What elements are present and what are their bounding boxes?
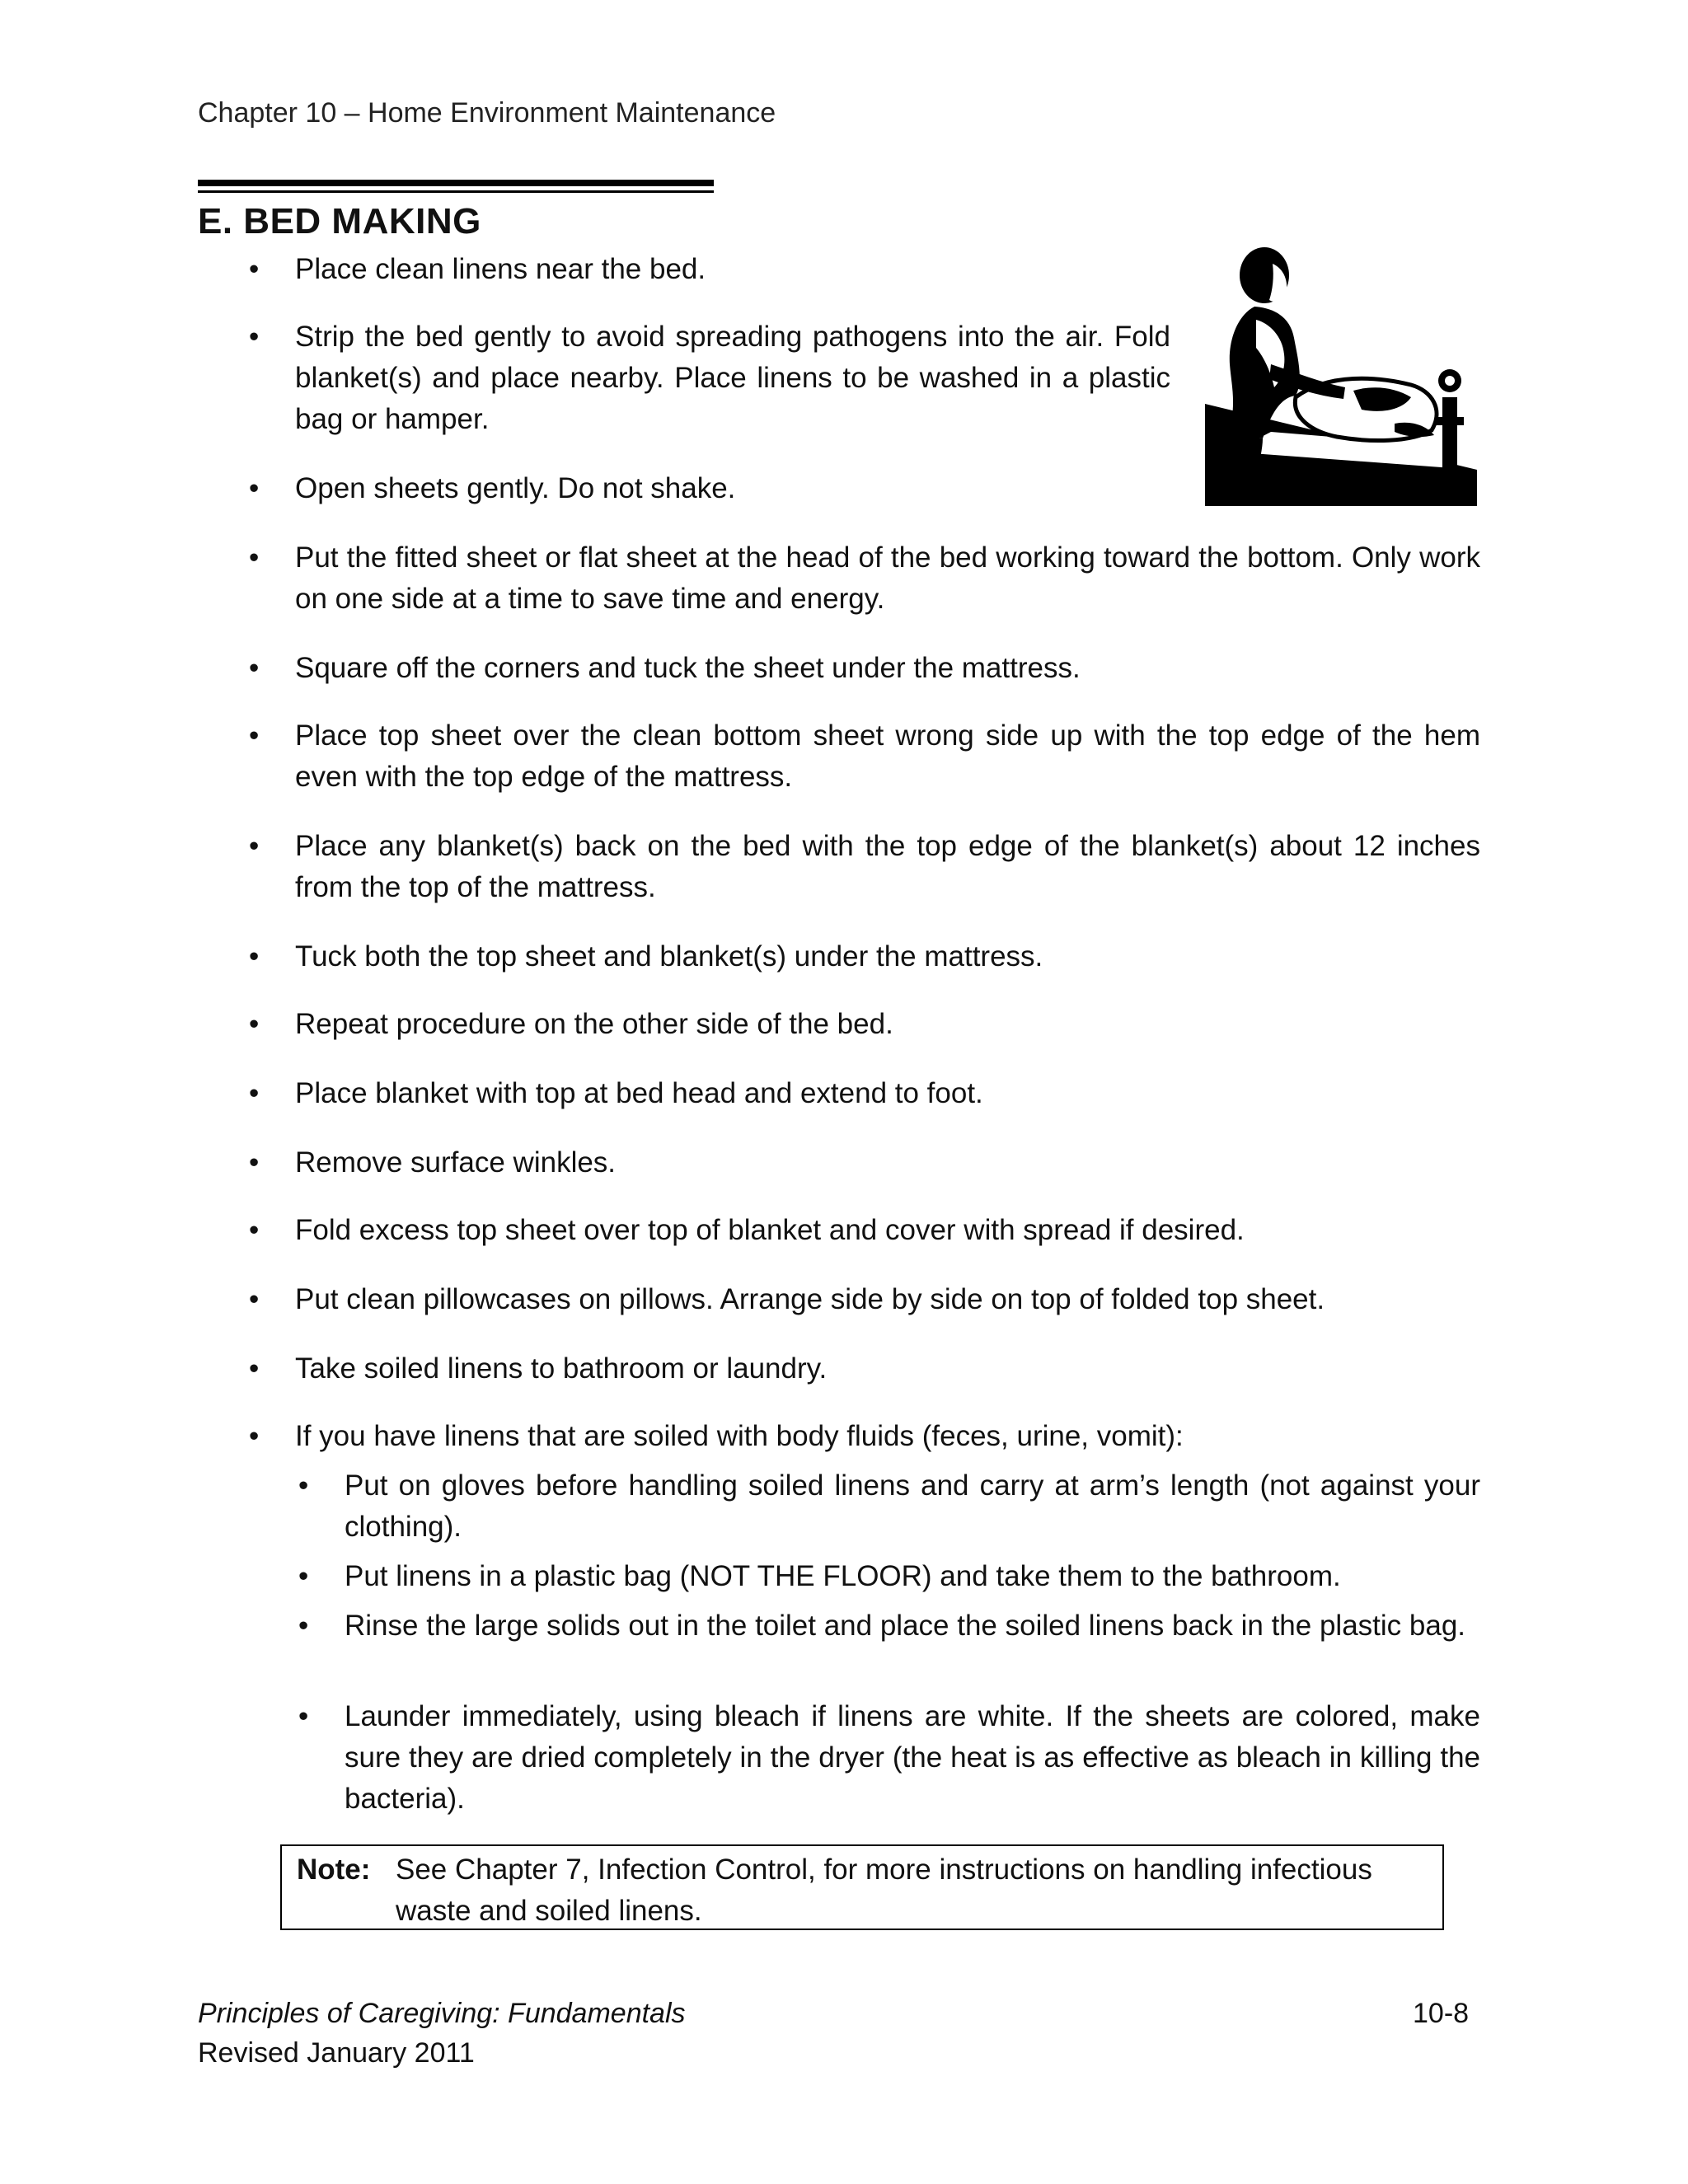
running-header: Chapter 10 – Home Environment Maintenance — [198, 97, 776, 129]
footer-revised-date: Revised January 2011 — [198, 2037, 475, 2069]
list-item: • Take soiled linens to bathroom or laundry. — [295, 1348, 1480, 1390]
list-item: • Put linens in a plastic bag (NOT THE FLOOR) and take them to the bathroom. — [345, 1556, 1480, 1597]
note-box — [280, 1844, 1444, 1930]
section-title: E. BED MAKING — [198, 201, 481, 241]
section-rule-thick — [198, 180, 714, 186]
footer-book-title: Principles of Caregiving: Fundamentals — [198, 1998, 686, 2029]
list-item: • Place clean linens near the bed. — [295, 249, 1169, 290]
note-text: See Chapter 7, Infection Control, for more instructions on handling infectious waste and soiled linens. — [396, 1854, 1372, 1927]
list-item: • Put on gloves before handling soiled linens and carry at arm’s length (not against your clothing). — [345, 1465, 1480, 1548]
list-item: • Place any blanket(s) back on the bed with the top edge of the blanket(s) about 12 inches from the top of the mattress. — [295, 826, 1480, 908]
list-item: • Launder immediately, using bleach if linens are white. If the sheets are colored, make sure they are dried completely in the dryer (the heat is as effective as bleach in killing the bacteria). — [345, 1696, 1480, 1820]
list-item: • Square off the corners and tuck the sheet under the mattress. — [295, 648, 1480, 689]
section-rule-thin — [198, 190, 714, 193]
list-item: • Remove surface winkles. — [295, 1142, 1480, 1183]
list-item: • Place blanket with top at bed head and extend to foot. — [295, 1073, 1480, 1114]
list-item: • Open sheets gently. Do not shake. — [295, 468, 1169, 509]
list-item: • Tuck both the top sheet and blanket(s) under the mattress. — [295, 936, 1480, 977]
list-item: • Put the fitted sheet or flat sheet at the head of the bed working toward the bottom. Only work on one side at a time to save time and energy. — [295, 537, 1480, 620]
list-item: • Put clean pillowcases on pillows. Arrange side by side on top of folded top sheet. — [295, 1279, 1480, 1320]
note-label: Note: — [297, 1854, 371, 1886]
list-item: • Repeat procedure on the other side of the bed. — [295, 1004, 1480, 1045]
footer-page-number: 10-8 — [1413, 1998, 1470, 2029]
list-item: • Fold excess top sheet over top of blanket and cover with spread if desired. — [295, 1210, 1480, 1251]
list-item: • If you have linens that are soiled with body fluids (feces, urine, vomit): — [295, 1416, 1480, 1457]
list-item: • Place top sheet over the clean bottom sheet wrong side up with the top edge of the hem even with the top edge of the mattress. — [295, 715, 1480, 798]
list-item: • Rinse the large solids out in the toilet and place the soiled linens back in the plastic bag. — [345, 1605, 1480, 1647]
woman-making-bed-icon — [1205, 241, 1477, 506]
list-item: • Strip the bed gently to avoid spreading pathogens into the air. Fold blanket(s) and place nearby. Place linens to be washed in a plastic bag or hamper. — [295, 316, 1170, 440]
